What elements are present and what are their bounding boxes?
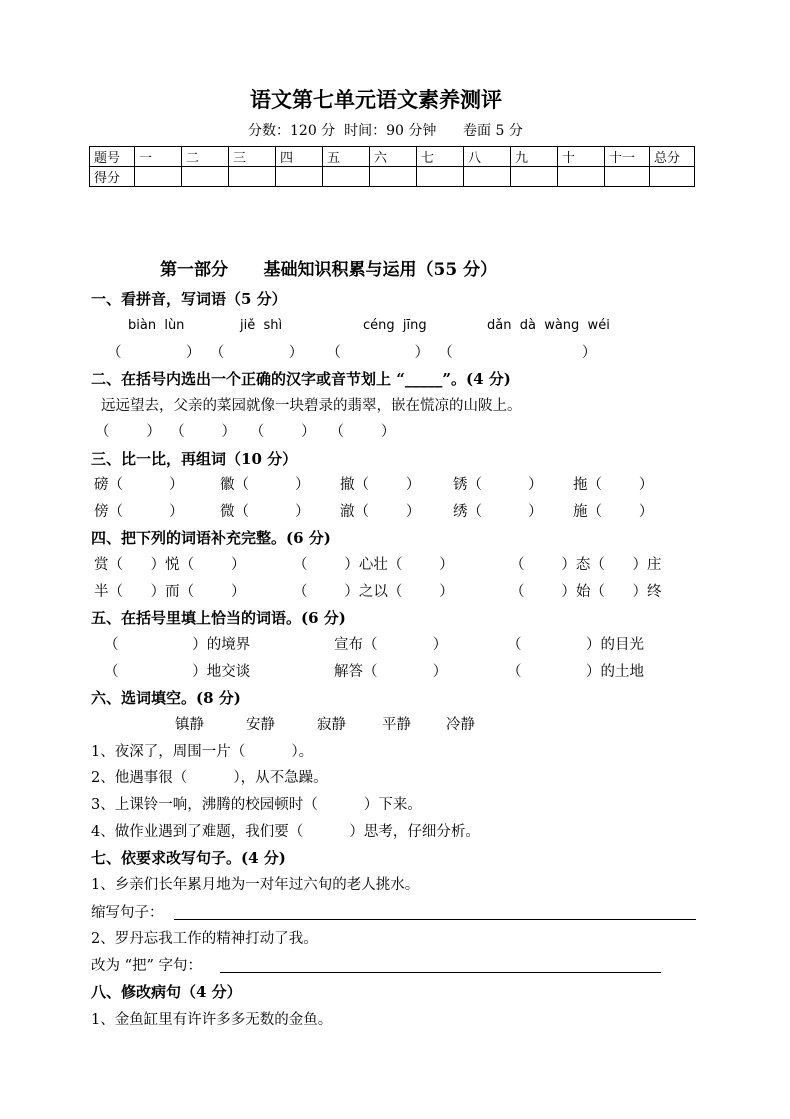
score-cell[interactable] [464,167,511,187]
exam-info: 分数：120 分 时间：90 分钟 卷面 5 分 [248,123,523,139]
phrase-item[interactable]: 宣布（ ） [334,637,448,653]
pinyin-4: dǎn dà wàng wéi [487,318,610,333]
table-cell: 九 [511,147,558,167]
answer-label: 缩写句子： [91,905,164,921]
pinyin-3: céng jīng [363,318,427,333]
table-cell: 十 [558,147,605,167]
score-cell[interactable] [276,167,323,187]
score-cell[interactable] [370,167,417,187]
table-cell: 八 [464,147,511,167]
word-item[interactable]: 绣（ ） [453,504,543,520]
score-cell[interactable] [605,167,650,187]
score-table-score-row [90,167,695,187]
word-item[interactable]: 拖（ ） [573,477,654,493]
table-cell: 三 [229,147,276,167]
page-title: 语文第七单元语文素养测评 [250,87,502,112]
table-cell: 四 [276,147,323,167]
word-choice: 平静 [382,717,411,733]
idiom-item[interactable]: （ ）之以（ ） [293,584,454,600]
phrase-item[interactable]: （ ）的境界 [104,637,251,653]
pinyin-2: jiě shì [240,318,283,333]
score-cell[interactable] [229,167,276,187]
question-2-sentence: 远远望去，父亲的菜园就像一块碧录的翡翠，嵌在慌凉的山陂上。 [101,398,522,414]
table-cell: 总分 [650,147,695,167]
table-cell: 五 [323,147,370,167]
word-item[interactable]: 傍（ ） [94,504,184,520]
idiom-item[interactable]: （ ）心壮（ ） [293,557,454,573]
fill-item[interactable]: 2、他遇事很（ ），从不急躁。 [91,770,328,786]
word-choice: 安静 [246,717,275,733]
phrase-item[interactable]: （ ）的目光 [507,637,645,653]
word-item[interactable]: 澈（ ） [340,504,421,520]
sentence: 2、罗丹忘我工作的精神打动了我。 [91,931,318,947]
phrase-item[interactable]: 解答（ ） [334,664,448,680]
table-cell: 题号 [90,147,135,167]
answer-brackets[interactable]: （ ） （ ） （ ） （ ） [107,345,597,361]
word-item[interactable]: 撤（ ） [340,477,421,493]
idiom-item[interactable]: 赏（ ）悦（ ） [94,557,246,573]
question-5-title: 五、在括号里填上恰当的词语。(6 分) [91,609,346,627]
score-cell[interactable] [135,167,182,187]
question-2-title: 二、在括号内选出一个正确的汉字或音节划上 “_____”。(4 分) [91,370,511,388]
table-cell: 得分 [90,167,135,187]
word-choice: 冷静 [446,717,475,733]
score-cell[interactable] [650,167,695,187]
table-cell: 七 [417,147,464,167]
word-choice: 寂静 [317,717,346,733]
word-item[interactable]: 徽（ ） [220,477,310,493]
word-choice: 镇静 [175,717,204,733]
phrase-item[interactable]: （ ）的土地 [507,664,645,680]
score-cell[interactable] [182,167,229,187]
phrase-item[interactable]: （ ）地交谈 [104,664,251,680]
question-3-title: 三、比一比，再组词（10 分） [91,450,298,468]
sentence: 1、金鱼缸里有许许多多无数的金鱼。 [91,1012,333,1028]
question-8-title: 八、修改病句（4 分） [91,983,242,1001]
word-item[interactable]: 微（ ） [220,504,310,520]
fill-item[interactable]: 4、做作业遇到了难题，我们要（ ）思考，仔细分析。 [91,824,480,840]
question-1-title: 一、看拼音，写词语（5 分） [91,290,287,308]
table-cell: 六 [370,147,417,167]
word-item[interactable]: 施（ ） [573,504,654,520]
fill-item[interactable]: 3、上课铃一响，沸腾的校园顿时（ ）下来。 [91,797,422,813]
idiom-item[interactable]: （ ）态（ ）庄 [510,557,662,573]
word-item[interactable]: 锈（ ） [453,477,543,493]
score-cell[interactable] [558,167,605,187]
sentence: 1、乡亲们长年累月地为一对年过六旬的老人挑水。 [91,877,420,893]
score-cell[interactable] [323,167,370,187]
table-cell: 十一 [605,147,650,167]
idiom-item[interactable]: （ ）始（ ）终 [510,584,662,600]
idiom-item[interactable]: 半（ ）而（ ） [94,584,246,600]
answer-line[interactable] [220,972,661,973]
score-cell[interactable] [417,167,464,187]
score-table [89,146,695,187]
answer-line[interactable] [174,919,696,920]
pinyin-1: biàn lùn [128,318,185,333]
fill-item[interactable]: 1、夜深了，周围一片（ ）。 [91,744,314,760]
question-7-title: 七、依要求改写句子。(4 分) [91,849,286,867]
score-table-header-row [90,147,695,167]
table-cell: 二 [182,147,229,167]
score-cell[interactable] [511,167,558,187]
word-item[interactable]: 磅（ ） [94,477,184,493]
answer-brackets[interactable]: （ ） （ ） （ ） （ ） [95,424,396,440]
part-title: 第一部分 基础知识积累与运用（55 分） [160,260,498,280]
question-4-title: 四、把下列的词语补充完整。(6 分) [91,529,331,547]
question-6-title: 六、选词填空。(8 分) [91,689,241,707]
table-cell: 一 [135,147,182,167]
answer-label: 改为 “把” 字句： [91,958,203,974]
